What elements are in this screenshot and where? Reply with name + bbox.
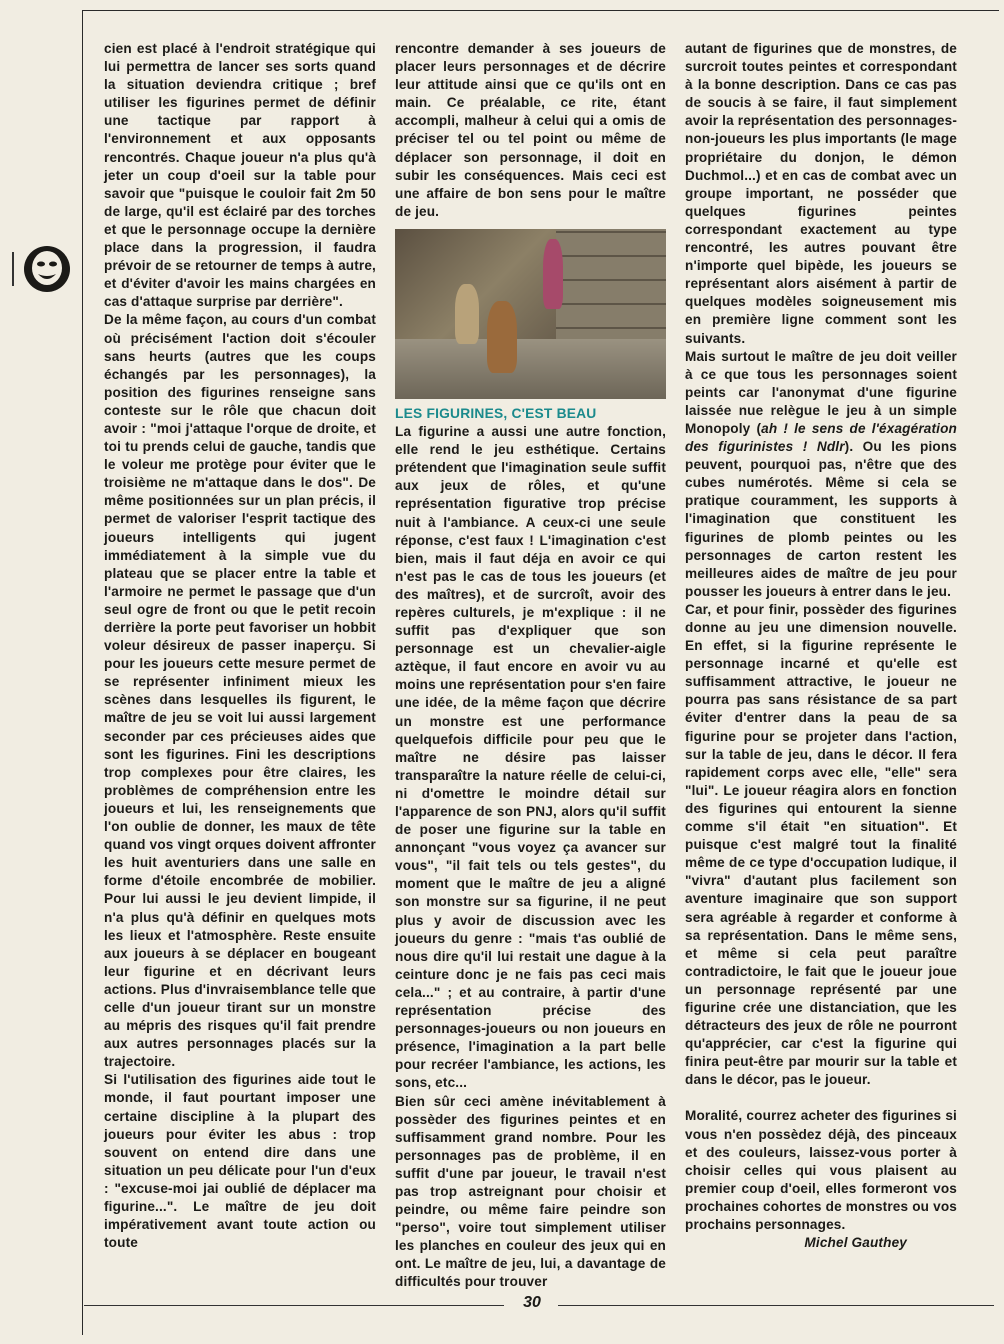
col2-paragraph-2: La figurine a aussi une autre fonction, elle rend le jeu esthétique. Certains prétendent que l'imagination seule suffit aux jeux de rôles, et qu'une représentation figurative trop précise nuit à l'ambiance. A ceux-ci une seule réponse, c'est faux ! L'imagination c'est bien, mais il faut déja en avoir ce qui n'est pas le cas de tous les joueurs (et des maîtres), et de surcroît, avoir des repères culturels, je m'explique : il ne suffit pas d'expliquer que son personnage est un chevalier-aigle aztèque, il faut encore en avoir vu au moins une représentation pour s'en faire une idée, de la même façon que décrire un monstre est une performance quelquefois difficile pour peu que le maître ne désire pas laisser transparaître la nature réelle de celui-ci, ni d'omettre le moindre détail sur l'apparence de son PNJ, alors qu'il suffit de poser une figurine sur la table en annonçant "vous voyez ça avancer sur vous", "il fait tels ou tels gestes", du moment que le maître de jeu a aligné son monstre sur sa figurine, il ne peut plus y avoir de discussion avec les joueurs du genre : "mais t'as oublié de nous dire qu'il lui restait une dague à la ceinture donc je ne fais pas ceci mais cela..." ; et au contraire, à partir d'une représentation précise des personnages-joueurs ou non joueurs en présence, l'imagination a la part belle pour recréer l'ambiance, les actions, les sons, etc... bbox=[395, 424, 666, 1091]
column-3 bbox=[685, 40, 957, 1252]
col3-paragraph-2-start: Mais surtout le maître de jeu doit veiller à ce que tous les personnages soient peints car l'anonymat d'une figurine laissée nue relègue le jeu à un simple Monopoly ( bbox=[685, 348, 957, 436]
col1-paragraph-2: De la même façon, au cours d'un combat où précisément l'action doit s'écouler sans heurts (autres que les coups échangés par les personnages), la position des figurines renseigne sans conteste sur le rôle que chacun doit avoir : "moi j'attaque l'orque de droite, et toi tu prends celui de gauche, tandis que le voleur me protège pour éviter que le troisième ne m'attaque dans le dos". De même positionnées sur un plan précis, il permet de valoriser l'esprit tactique des joueurs intelligents qui jugent immédiatement à la simple vue du plateau que se placer entre la table et l'armoire ne permet le passage que d'un seul ogre de front ou que le petit recoin derrière la porte peut favoriser un hobbit voleur désireux de passer inaperçu. Si pour les joueurs cette mesure permet de se représenter infiniment mieux les scènes dans lesquelles ils figurent, le maître de jeu se voit lui aussi largement seconder par ces précieuses aides que sont les figurines. Fini les descriptions trop complexes pour être claires, les problèmes de compréhension entre les joueurs et lui, les renseignements que l'on oublie de donner, les maux de tête quand vos vingt orques doivent affronter les huit aventuriers dans une salle en forme d'étoile encombrée de mobilier. Pour lui aussi le jeu devient limpide, il n'a plus qu'à définir en quelques mots les lieux et l'atmosphère. Reste ensuite aux joueurs à se déplacer en bougeant leur figurine et en décrivant leurs actions. Plus d'invraisemblance telle que celle d'un joueur tirant sur un monstre au mépris des risques qu'il fait prendre aux autres personnages placés sur la trajectoire. bbox=[104, 312, 376, 1070]
section-heading: LES FIGURINES, C'EST BEAU bbox=[395, 405, 597, 421]
footer-rule-left bbox=[84, 1305, 504, 1306]
column-2 bbox=[395, 40, 666, 1292]
col1-paragraph-1: cien est placé à l'endroit stratégique qui lui permettra de lancer ses sorts quand la situation deviendra critique ; bref utiliser les figurines permet de définir une tactique par rapport à l'environnement et aux opposants rencontrés. Chaque joueur n'a plus qu'à jeter un coup d'oeil sur la table pour savoir que "puisque le couloir fait 2m 50 de large, qu'il est éclairé par des torches et que le personnage occupe la dernière place dans la progression, il faudra prévoir de se retourner de temps à autre, et d'éviter d'avoir les mains chargées en cas d'attaque surprise par derrière". bbox=[104, 41, 376, 310]
col2-paragraph-3: Bien sûr ceci amène inévitablement à possèder des figurines peintes et en suffisamment grand nombre. Pour les personnages pas de problème, il en suffit d'une par joueur, le travail n'est pas trop astreignant pour choisir et peindre, ou même faire peindre son "perso", voire tout simplement utiliser les planches en couleur des jeux qui en ont. Le maître de jeu, lui, a davantage de difficultés pour trouver bbox=[395, 1093, 666, 1290]
col3-paragraph-2 bbox=[685, 348, 957, 601]
col3-paragraph-3: Car, et pour finir, possèder des figurines donne au jeu une dimension nouvelle. En effet, si la figurine représente le personnage incarné et qu'elle est suffisamment attractive, le joueur ne pourra pas sans résistance de sa part éviter d'entrer dans la peau de sa figurine pour se projeter dans l'action, sur la table de jeu, dans le décor. Il fera rapidement corps avec elle, "elle" sera "lui". Le joueur réagira alors en fonction des figurines qui entourent la sienne comme s'il était "en situation". Et puisque c'est malgré tout la finalité même de ce type d'occupation ludique, il "vivra" d'autant plus facilement son aventure imaginaire que son support sera agréable à regarder et conforme à sa représentation. Dans le même sens, et même si cela peut paraître contradictoire, le fait que le joueur joue un personnage représenté par une figurine crée une distanciation, que les détracteurs des jeux de rôle ne pourront qu'apprécier, car c'est la figurine qui finira peut-être par mourir sur la table et dans le décor, pas le joueur. bbox=[685, 601, 957, 1088]
col2-paragraph-1: rencontre demander à ses joueurs de placer leurs personnages et de décrire leur attitude ainsi que ce qu'ils ont en main. Ce préalable, ce rite, étant accompli, malheur à celui qui a omis de préciser tel ou tel point ou même de déplacer son personnage, il doit en subir les conséquences. Mais ceci est une affaire de bon sens pour le maître de jeu. bbox=[395, 41, 666, 219]
footer-rule-right bbox=[558, 1305, 994, 1306]
col3-paragraph-2-end: ). Ou les pions peuvent, pourquoi pas, n'être que des cubes numérotés. Même si cela se pratique couramment, les supports à l'imagination que constituent les figurines de plomb peintes ou les personnages de carton restent les meilleures aides de maître de jeu pour pousser les joueurs à entrer dans le jeu. bbox=[685, 439, 957, 599]
theatre-mask-icon bbox=[22, 244, 72, 294]
margin-tick bbox=[12, 252, 14, 286]
column-1 bbox=[104, 40, 376, 1252]
col3-paragraph-4: Moralité, courrez acheter des figurines si vous n'en possèdez déjà, des pinceaux et des couleurs, laissez-vous porter à choisir celles qui vous plaisent au premier coup d'oeil, elles formeront vos prochaines cohortes de monstres ou vos prochains personnages. bbox=[685, 1108, 957, 1232]
photo-figurine-wizard bbox=[455, 284, 479, 344]
photo-figurine-warrior bbox=[487, 301, 517, 373]
page-number: 30 bbox=[523, 1294, 541, 1311]
photo-figurine-lady bbox=[543, 239, 563, 309]
editor-note: ah ! le sens de l'éxagération des figurinistes ! Ndlr bbox=[685, 420, 958, 455]
figurines-photo bbox=[395, 229, 666, 399]
paragraph-gap bbox=[685, 1089, 957, 1107]
col3-paragraph-1: autant de figurines que de monstres, de surcroit toutes peintes et correspondant à la bonne description. Dans ce cas pas de soucis à se faire, il faut simplement avoir la représentation des personnages-non-joueurs les plus importants (le mage propriétaire du donjon, le démon Duchmol...) et en cas de combat avec un groupe important, ne posséder que quelques figurines peintes correspondant exactement au type rencontré, les autres pouvant être n'importe quel bipède, les joueurs se représentant alors aisément à partir de quelques modèles soigneusement mis en première ligne comment sont les suivants. bbox=[685, 41, 957, 346]
col1-paragraph-3: Si l'utilisation des figurines aide tout le monde, il faut pourtant imposer une certaine discipline à la plupart des joueurs pour éviter les abus : trop souvent on entend dire dans une situation un peu délicate pour l'un d'eux : "excuse-moi jai oublié de déplacer ma figurine...". Le maître de jeu doit impérativement avant toute action ou toute bbox=[104, 1072, 376, 1251]
photo-floor bbox=[395, 339, 666, 399]
author-signature: Michel Gauthey bbox=[804, 1235, 907, 1251]
